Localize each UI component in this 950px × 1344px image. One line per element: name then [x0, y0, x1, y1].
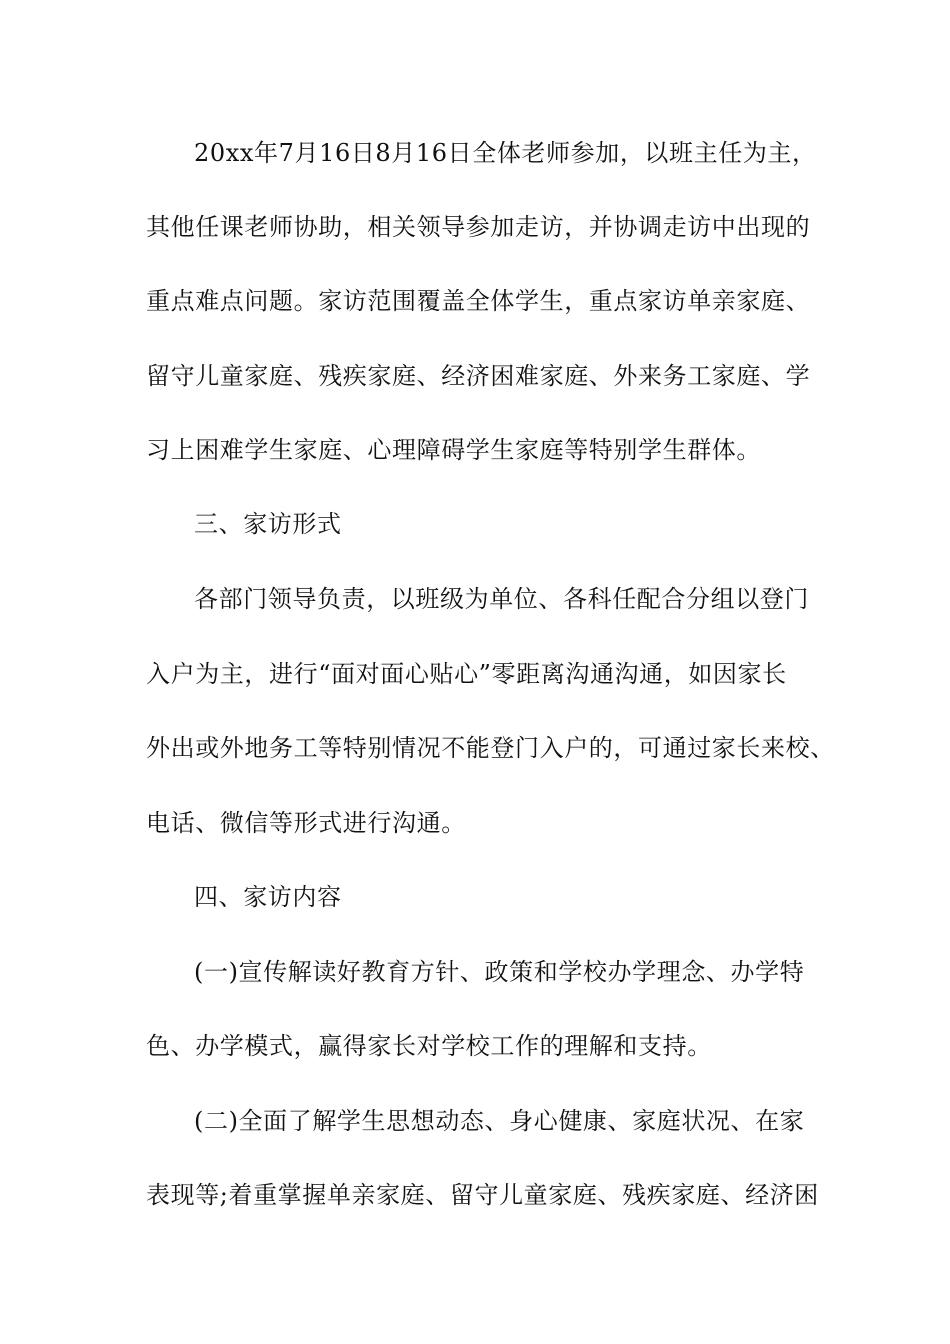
- paragraph-line: (一)宣传解读好教育方针、政策和学校办学理念、办学特: [194, 958, 805, 986]
- section-heading: 三、家访形式: [194, 510, 342, 538]
- paragraph-line: 外出或外地务工等特别情况不能登门入户的，可通过家长来校、: [146, 734, 835, 762]
- paragraph-line: 色、办学模式，赢得家长对学校工作的理解和支持。: [146, 1032, 712, 1060]
- paragraph-line: 留守儿童家庭、残疾家庭、经济困难家庭、外来务工家庭、学: [146, 362, 811, 390]
- paragraph-line: 表现等;着重掌握单亲家庭、留守儿童家庭、残疾家庭、经济困: [146, 1181, 819, 1209]
- paragraph-line: 其他任课老师协助，相关领导参加走访，并协调走访中出现的: [146, 213, 811, 241]
- section-heading: 四、家访内容: [194, 883, 342, 911]
- paragraph-line: 重点难点问题。家访范围覆盖全体学生，重点家访单亲家庭、: [146, 287, 811, 315]
- paragraph-line: 20xx年7月16日8月16日全体老师参加，以班主任为主，: [194, 139, 817, 167]
- paragraph-line: 习上困难学生家庭、心理障碍学生家庭等特别学生群体。: [146, 436, 761, 464]
- paragraph-line: (二)全面了解学生思想动态、身心健康、家庭状况、在家: [194, 1107, 805, 1135]
- paragraph-line: 各部门领导负责，以班级为单位、各科任配合分组以登门: [194, 585, 809, 613]
- paragraph-line: 电话、微信等形式进行沟通。: [146, 809, 466, 837]
- paragraph-line: 入户为主，进行“面对面心贴心”零距离沟通沟通，如因家长: [146, 660, 787, 688]
